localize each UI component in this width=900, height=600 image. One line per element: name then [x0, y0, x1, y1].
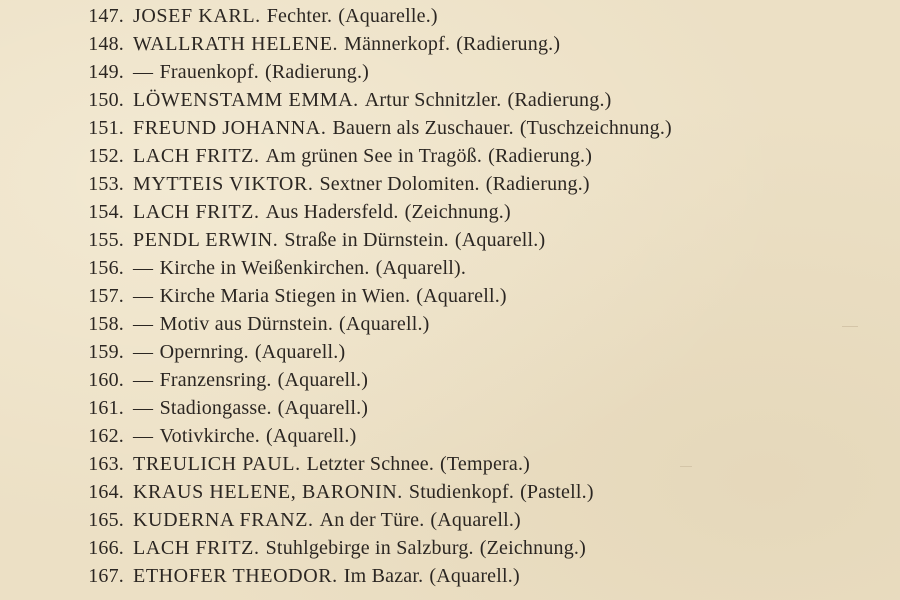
entry-artist: FREUND JOHANNA.	[133, 117, 327, 139]
catalog-entry	[72, 198, 672, 226]
entry-title: Votivkirche.	[159, 425, 260, 447]
entry-title: Fechter.	[266, 5, 333, 27]
entry-number: 153.	[88, 173, 124, 195]
entry-title: Motiv aus Dürnstein.	[159, 313, 334, 335]
entry-number: 149.	[88, 61, 124, 83]
entry-medium: (Zeichnung.)	[404, 201, 511, 223]
entry-artist: ETHOFER THEODOR.	[133, 565, 338, 587]
entry-title: Bauern als Zuschauer.	[332, 117, 514, 139]
entry-title: Kirche Maria Stiegen in Wien.	[159, 285, 411, 307]
catalog-entry	[72, 282, 672, 310]
catalog-entry	[72, 170, 672, 198]
entry-number: 161.	[88, 397, 124, 419]
entry-title: Opernring.	[159, 341, 249, 363]
entry-medium: (Tuschzeichnung.)	[519, 117, 672, 139]
entry-title: Stuhlgebirge in Salzburg.	[265, 537, 474, 559]
entry-title: Aus Hadersfeld.	[265, 201, 399, 223]
catalog-entry	[72, 562, 672, 590]
entry-medium: (Aquarell.)	[265, 425, 357, 447]
catalog-entry	[72, 142, 672, 170]
entry-number: 159.	[88, 341, 124, 363]
entry-medium: (Aquarell.)	[454, 229, 546, 251]
entry-medium: (Radierung.)	[485, 173, 590, 195]
entry-artist: LACH FRITZ.	[133, 537, 260, 559]
entry-number: 164.	[88, 481, 124, 503]
entry-medium: (Radierung.)	[456, 33, 561, 55]
entry-artist: MYTTEIS VIKTOR.	[133, 173, 314, 195]
entry-number: 152.	[88, 145, 124, 167]
entry-number: 150.	[88, 89, 124, 111]
catalog-entry	[72, 506, 672, 534]
catalog-entry	[72, 254, 672, 282]
entry-medium: (Aquarell).	[375, 257, 467, 279]
entry-title: Straße in Dürnstein.	[284, 229, 449, 251]
entry-title: Artur Schnitzler.	[364, 89, 502, 111]
entry-number: 166.	[88, 537, 124, 559]
entry-artist: WALLRATH HELENE.	[133, 33, 339, 55]
entry-title: Männerkopf.	[344, 33, 451, 55]
entry-number: 151.	[88, 117, 124, 139]
entry-title: Im Bazar.	[343, 565, 424, 587]
entry-medium: (Aquarell.)	[254, 341, 346, 363]
catalog-entry	[72, 394, 672, 422]
entry-number: 160.	[88, 369, 124, 391]
entry-number: 148.	[88, 33, 124, 55]
paper-speck	[842, 326, 858, 327]
catalog-entry	[72, 2, 672, 30]
entry-number: 156.	[88, 257, 124, 279]
entry-artist: TREULICH PAUL.	[133, 453, 301, 475]
catalog-entry	[72, 58, 672, 86]
entry-artist: PENDL ERWIN.	[133, 229, 279, 251]
entry-title: Frauenkopf.	[159, 61, 260, 83]
entry-number: 165.	[88, 509, 124, 531]
catalog-entry	[72, 114, 672, 142]
entry-title: An der Türe.	[319, 509, 425, 531]
catalog-entry	[72, 338, 672, 366]
entry-artist: —	[133, 397, 154, 419]
entry-medium: (Aquarell.)	[277, 369, 369, 391]
entry-artist: KRAUS HELENE, BARONIN.	[133, 481, 403, 503]
catalog-entry	[72, 366, 672, 394]
entry-title: Sextner Dolomiten.	[319, 173, 480, 195]
catalog-entry	[72, 450, 672, 478]
entry-number: 147.	[88, 5, 124, 27]
paper-speck	[680, 466, 692, 467]
entry-title: Studienkopf.	[408, 481, 515, 503]
entry-medium: (Pastell.)	[520, 481, 594, 503]
entry-medium: (Zeichnung.)	[479, 537, 586, 559]
entry-number: 155.	[88, 229, 124, 251]
catalog-entry	[72, 30, 672, 58]
entry-medium: (Radierung.)	[488, 145, 593, 167]
catalog-entry	[72, 478, 672, 506]
catalog-entry	[72, 422, 672, 450]
entry-medium: (Radierung.)	[507, 89, 612, 111]
entry-number: 163.	[88, 453, 124, 475]
entry-medium: (Aquarell.)	[430, 509, 521, 531]
entry-number: 154.	[88, 201, 124, 223]
entry-medium: (Aquarell.)	[429, 565, 520, 587]
entry-title: Stadiongasse.	[159, 397, 272, 419]
entry-title: Letzter Schnee.	[306, 453, 435, 475]
entry-artist: —	[133, 425, 154, 447]
entry-artist: JOSEF KARL.	[133, 5, 261, 27]
entry-medium: (Aquarelle.)	[338, 5, 438, 27]
entry-medium: (Aquarell.)	[339, 313, 430, 335]
entry-artist: LÖWENSTAMM EMMA.	[133, 89, 359, 111]
entry-number: 157.	[88, 285, 124, 307]
catalog-entry	[72, 226, 672, 254]
entry-number: 167.	[88, 565, 124, 587]
entry-artist: —	[133, 61, 154, 83]
entry-title: Franzensring.	[159, 369, 272, 391]
entry-medium: (Tempera.)	[440, 453, 531, 475]
entry-artist: —	[133, 313, 154, 335]
entry-medium: (Aquarell.)	[277, 397, 369, 419]
catalog-entry	[72, 534, 672, 562]
entry-title: Am grünen See in Tragöß.	[265, 145, 483, 167]
entry-artist: —	[133, 369, 154, 391]
entry-number: 162.	[88, 425, 124, 447]
catalog-list	[72, 2, 672, 590]
entry-artist: —	[133, 257, 154, 279]
entry-artist: KUDERNA FRANZ.	[133, 509, 314, 531]
entry-title: Kirche in Weißenkirchen.	[159, 257, 370, 279]
entry-medium: (Aquarell.)	[416, 285, 507, 307]
entry-artist: LACH FRITZ.	[133, 145, 260, 167]
entry-artist: —	[133, 341, 154, 363]
entry-number: 158.	[88, 313, 124, 335]
entry-medium: (Radierung.)	[265, 61, 370, 83]
entry-artist: —	[133, 285, 154, 307]
catalog-entry	[72, 86, 672, 114]
catalog-entry	[72, 310, 672, 338]
entry-artist: LACH FRITZ.	[133, 201, 260, 223]
